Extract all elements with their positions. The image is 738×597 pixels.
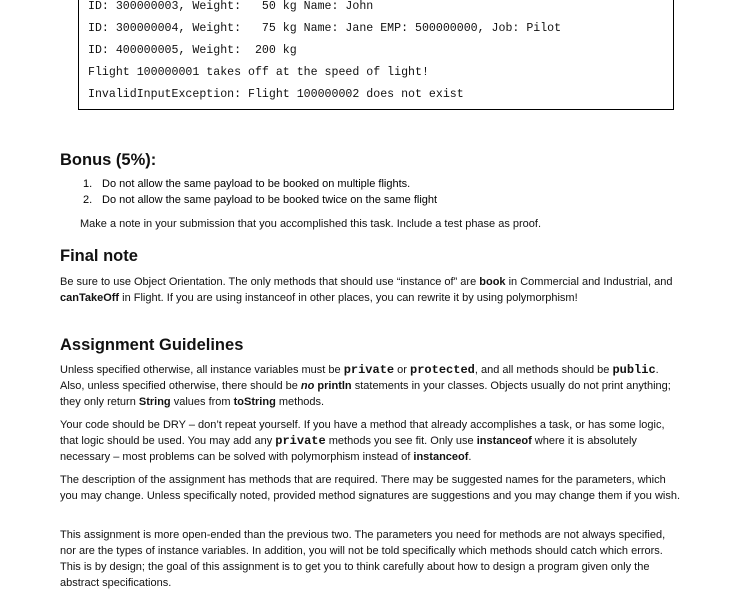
code-line-4: Flight 100000001 takes off at the speed of light! <box>88 66 429 79</box>
guidelines-paragraph-3: The description of the assignment has methods that are required. There may be suggested names for the parameters, which you may change. Unless specifically noted, provided method signatures are suggestions and you may change them if you wish. <box>60 474 681 502</box>
code-text: protected <box>410 363 475 377</box>
text-run: statements in your classes. Objects usually do not print anything; they only return <box>60 380 671 408</box>
code-line-1: ID: 300000003, Weight: 50 kg Name: John <box>88 0 374 13</box>
bold-text: toString <box>233 396 276 408</box>
guidelines-paragraph-4: This assignment is more open-ended than the previous two. The parameters you need for methods are not always specified, nor are the types of instance variables. In addition, you will not be told specifically which methods should catch which errors. This is by design; the goal of this assignment is to get you to think carefully about how to design a program given only the abstract specifications. <box>60 529 666 589</box>
text-run: Unless specified otherwise, all instance variables must be <box>60 364 344 376</box>
text-run: Your code should be DRY – don’t repeat yourself. If you have a method that already accomplishes a task, or has some logic, that logic should be used. You may add any <box>60 419 665 447</box>
code-line-3: ID: 400000005, Weight: 200 kg <box>88 44 297 57</box>
bold-text: String <box>138 396 171 408</box>
list-item <box>80 192 437 208</box>
text-run: . Also, unless specified otherwise, there should be <box>60 364 659 392</box>
guidelines-paragraph-1 <box>60 362 680 410</box>
bold-text: instanceof <box>413 451 469 463</box>
final-note-paragraph <box>60 274 680 306</box>
text-run: , and all methods should be <box>474 364 613 376</box>
code-line-5: InvalidInputException: Flight 100000002 does not exist <box>88 88 464 101</box>
list-number: 2. <box>83 194 93 206</box>
list-text: Do not allow the same payload to be booked twice on the same flight <box>102 194 438 206</box>
text-run: methods you see fit. Only use <box>325 435 477 447</box>
guidelines-heading: Assignment Guidelines <box>60 336 244 354</box>
bonus-list <box>80 176 437 208</box>
list-number: 1. <box>83 178 93 190</box>
guidelines-paragraph-2 <box>60 417 680 465</box>
text-run: . <box>468 451 472 463</box>
bonus-note: Make a note in your submission that you accomplished this task. Include a test phase as proof. <box>80 218 542 230</box>
code-text: public <box>612 363 656 377</box>
code-line-2: ID: 300000004, Weight: 75 kg Name: Jane EMP: 500000000, Job: Pilot <box>88 22 562 35</box>
bold-text: println <box>314 380 352 392</box>
text-run: values from <box>170 396 234 408</box>
text-run: Be sure to use Object Orientation. The only methods that should use “instance of” are <box>60 276 480 288</box>
bold-text: instanceof <box>476 435 532 447</box>
text-run: where it is absolutely necessary – most problems can be solved with polymorphism instead of <box>60 435 637 463</box>
bonus-heading: Bonus (5%): <box>60 151 157 169</box>
bold-text: canTakeOff <box>60 292 120 304</box>
code-output-box <box>78 0 674 110</box>
list-text: Do not allow the same payload to be booked on multiple flights. <box>102 178 411 190</box>
text-run: or <box>394 364 411 376</box>
final-note-heading: Final note <box>60 247 138 265</box>
list-item <box>80 176 437 192</box>
code-text: private <box>343 363 395 377</box>
code-text: private <box>275 434 326 448</box>
text-run: methods. <box>275 396 325 408</box>
bold-italic-text: no <box>300 380 315 392</box>
text-run: in Commercial and Industrial, and <box>505 276 673 288</box>
text-run: in Flight. If you are using instanceof in other places, you can rewrite it by using polymorphism! <box>119 292 578 304</box>
bold-text: book <box>479 276 506 288</box>
